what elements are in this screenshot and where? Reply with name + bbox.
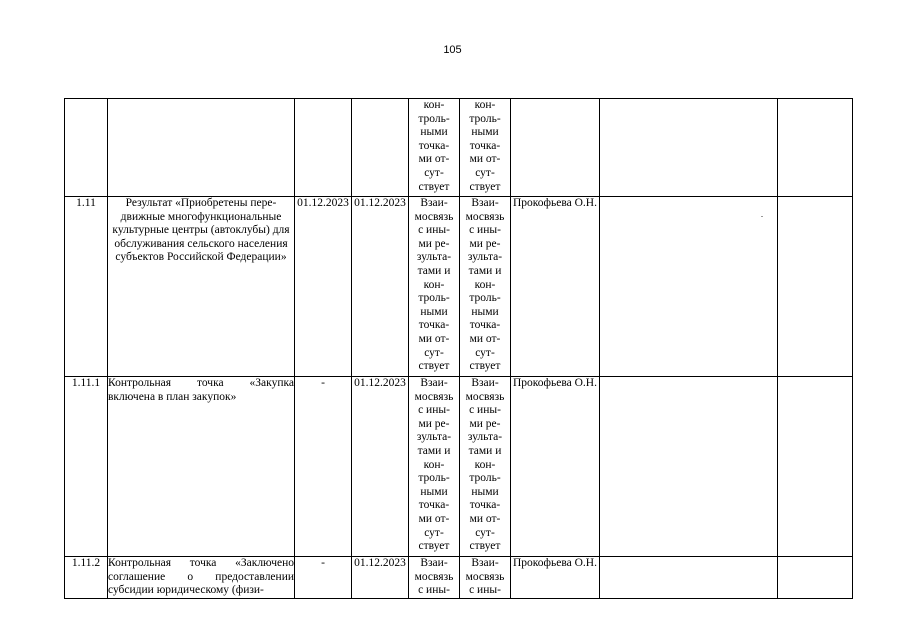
dependency-line: троль- <box>418 292 450 305</box>
dependency-line: с ины- <box>418 404 450 417</box>
dependency-line: сут- <box>475 166 495 179</box>
dependency-line: мосвязь <box>465 570 505 583</box>
dependency-line: с ины- <box>469 584 501 597</box>
dependency-line: ными <box>471 305 499 318</box>
dependency-line: Взаи- <box>420 557 448 569</box>
dependency-line: ствует <box>469 540 501 553</box>
dependency-line: троль- <box>469 472 501 485</box>
dependency-line: Взаи- <box>471 377 499 389</box>
dependency-line: сут- <box>424 166 444 179</box>
responsible-person <box>511 99 600 197</box>
row-number: 1.11 <box>65 197 108 377</box>
dependency-line: с ины- <box>469 224 501 237</box>
dependency-line: точка- <box>418 139 450 152</box>
dependency-line: кон- <box>423 99 445 111</box>
row-name: Контрольная точка «Заключено соглашение о предоставлении субсидии юридическому (физи- <box>108 557 295 599</box>
dependency-line: точка- <box>469 319 501 332</box>
plan-table <box>64 98 853 599</box>
dependency-line: мосвязь <box>414 390 454 403</box>
dependency-line: мосвязь <box>414 570 454 583</box>
dependency-cell-2 <box>460 377 511 557</box>
dependency-line: ми ре- <box>469 417 501 430</box>
dependency-line: мосвязь <box>414 210 454 223</box>
dependency-line: зульта- <box>416 431 452 444</box>
page-number: 105 <box>443 44 462 56</box>
responsible-person: Прокофьева О.Н. <box>511 197 600 377</box>
dependency-cell-2 <box>460 197 511 377</box>
dependency-line: ными <box>471 126 499 139</box>
dependency-line: ствует <box>418 540 450 553</box>
dependency-cell-1 <box>409 377 460 557</box>
dependency-line: кон- <box>423 278 445 291</box>
start-date: - <box>295 557 352 599</box>
dependency-line: тами и <box>468 444 502 457</box>
dependency-line: зульта- <box>416 251 452 264</box>
dependency-line: точка- <box>469 499 501 512</box>
table-row <box>65 377 853 557</box>
dependency-line: кон- <box>474 99 496 111</box>
table-row <box>65 197 853 377</box>
dependency-line: сут- <box>475 526 495 539</box>
dependency-line: Взаи- <box>420 197 448 209</box>
dependency-line: троль- <box>469 292 501 305</box>
dependency-line: ми от- <box>469 512 501 525</box>
dependency-line: тами и <box>417 444 451 457</box>
row-name: Контрольная точка «Закупка включена в план закупок» <box>108 377 295 557</box>
dependency-line: ми от- <box>469 153 501 166</box>
start-date: - <box>295 377 352 557</box>
dependency-line: мосвязь <box>465 210 505 223</box>
dependency-line: ными <box>420 485 448 498</box>
dependency-line: ми от- <box>418 332 450 345</box>
dependency-line: ствует <box>469 180 501 193</box>
dependency-cell-1 <box>409 557 460 599</box>
dependency-line: кон- <box>474 458 496 471</box>
dependency-cell-1 <box>409 99 460 197</box>
dependency-line: ными <box>420 126 448 139</box>
dependency-line: мосвязь <box>465 390 505 403</box>
dependency-line: Взаи- <box>471 557 499 569</box>
dependency-line: сут- <box>424 526 444 539</box>
dependency-line: с ины- <box>469 404 501 417</box>
row-number: 1.11.1 <box>65 377 108 557</box>
dependency-line: кон- <box>474 278 496 291</box>
dependency-line: ми от- <box>418 153 450 166</box>
dependency-line: точка- <box>469 139 501 152</box>
dependency-line: с ины- <box>418 224 450 237</box>
row-name: Результат «Приобретены пере-движные многофункциональные культурные центры (автоклубы) для обслуживания сельского населения субъектов Российской Федерации» <box>108 197 295 377</box>
dependency-cell-1 <box>409 197 460 377</box>
empty-cell <box>600 197 778 377</box>
empty-cell <box>778 377 853 557</box>
end-date: 01.12.2023 <box>352 377 409 557</box>
responsible-person: Прокофьева О.Н. <box>511 377 600 557</box>
dependency-line: ми от- <box>469 332 501 345</box>
empty-cell <box>600 377 778 557</box>
scan-speck <box>761 216 763 217</box>
dependency-cell-2 <box>460 557 511 599</box>
dependency-line: Взаи- <box>471 197 499 209</box>
empty-cell <box>778 557 853 599</box>
dependency-line: кон- <box>423 458 445 471</box>
dependency-line: троль- <box>469 112 501 125</box>
empty-cell <box>778 99 853 197</box>
dependency-line: ными <box>471 485 499 498</box>
row-name <box>108 99 295 197</box>
dependency-line: зульта- <box>467 431 503 444</box>
row-number <box>65 99 108 197</box>
dependency-line: сут- <box>475 346 495 359</box>
row-number: 1.11.2 <box>65 557 108 599</box>
responsible-person: Прокофьева О.Н. <box>511 557 600 599</box>
dependency-line: ствует <box>418 180 450 193</box>
dependency-line: ными <box>420 305 448 318</box>
dependency-line: зульта- <box>467 251 503 264</box>
dependency-line: ствует <box>469 360 501 373</box>
dependency-line: ми ре- <box>469 237 501 250</box>
table-row <box>65 557 853 599</box>
dependency-line: ми от- <box>418 512 450 525</box>
empty-cell <box>600 557 778 599</box>
dependency-line: точка- <box>418 499 450 512</box>
dependency-line: сут- <box>424 346 444 359</box>
empty-cell <box>600 99 778 197</box>
start-date <box>295 99 352 197</box>
dependency-line: ми ре- <box>418 417 450 430</box>
dependency-line: тами и <box>417 264 451 277</box>
start-date: 01.12.2023 <box>295 197 352 377</box>
dependency-line: тами и <box>468 264 502 277</box>
end-date: 01.12.2023 <box>352 557 409 599</box>
dependency-line: троль- <box>418 112 450 125</box>
table-row <box>65 99 853 197</box>
dependency-cell-2 <box>460 99 511 197</box>
dependency-line: троль- <box>418 472 450 485</box>
dependency-line: ми ре- <box>418 237 450 250</box>
end-date <box>352 99 409 197</box>
dependency-line: ствует <box>418 360 450 373</box>
end-date: 01.12.2023 <box>352 197 409 377</box>
dependency-line: Взаи- <box>420 377 448 389</box>
dependency-line: с ины- <box>418 584 450 597</box>
dependency-line: точка- <box>418 319 450 332</box>
empty-cell <box>778 197 853 377</box>
